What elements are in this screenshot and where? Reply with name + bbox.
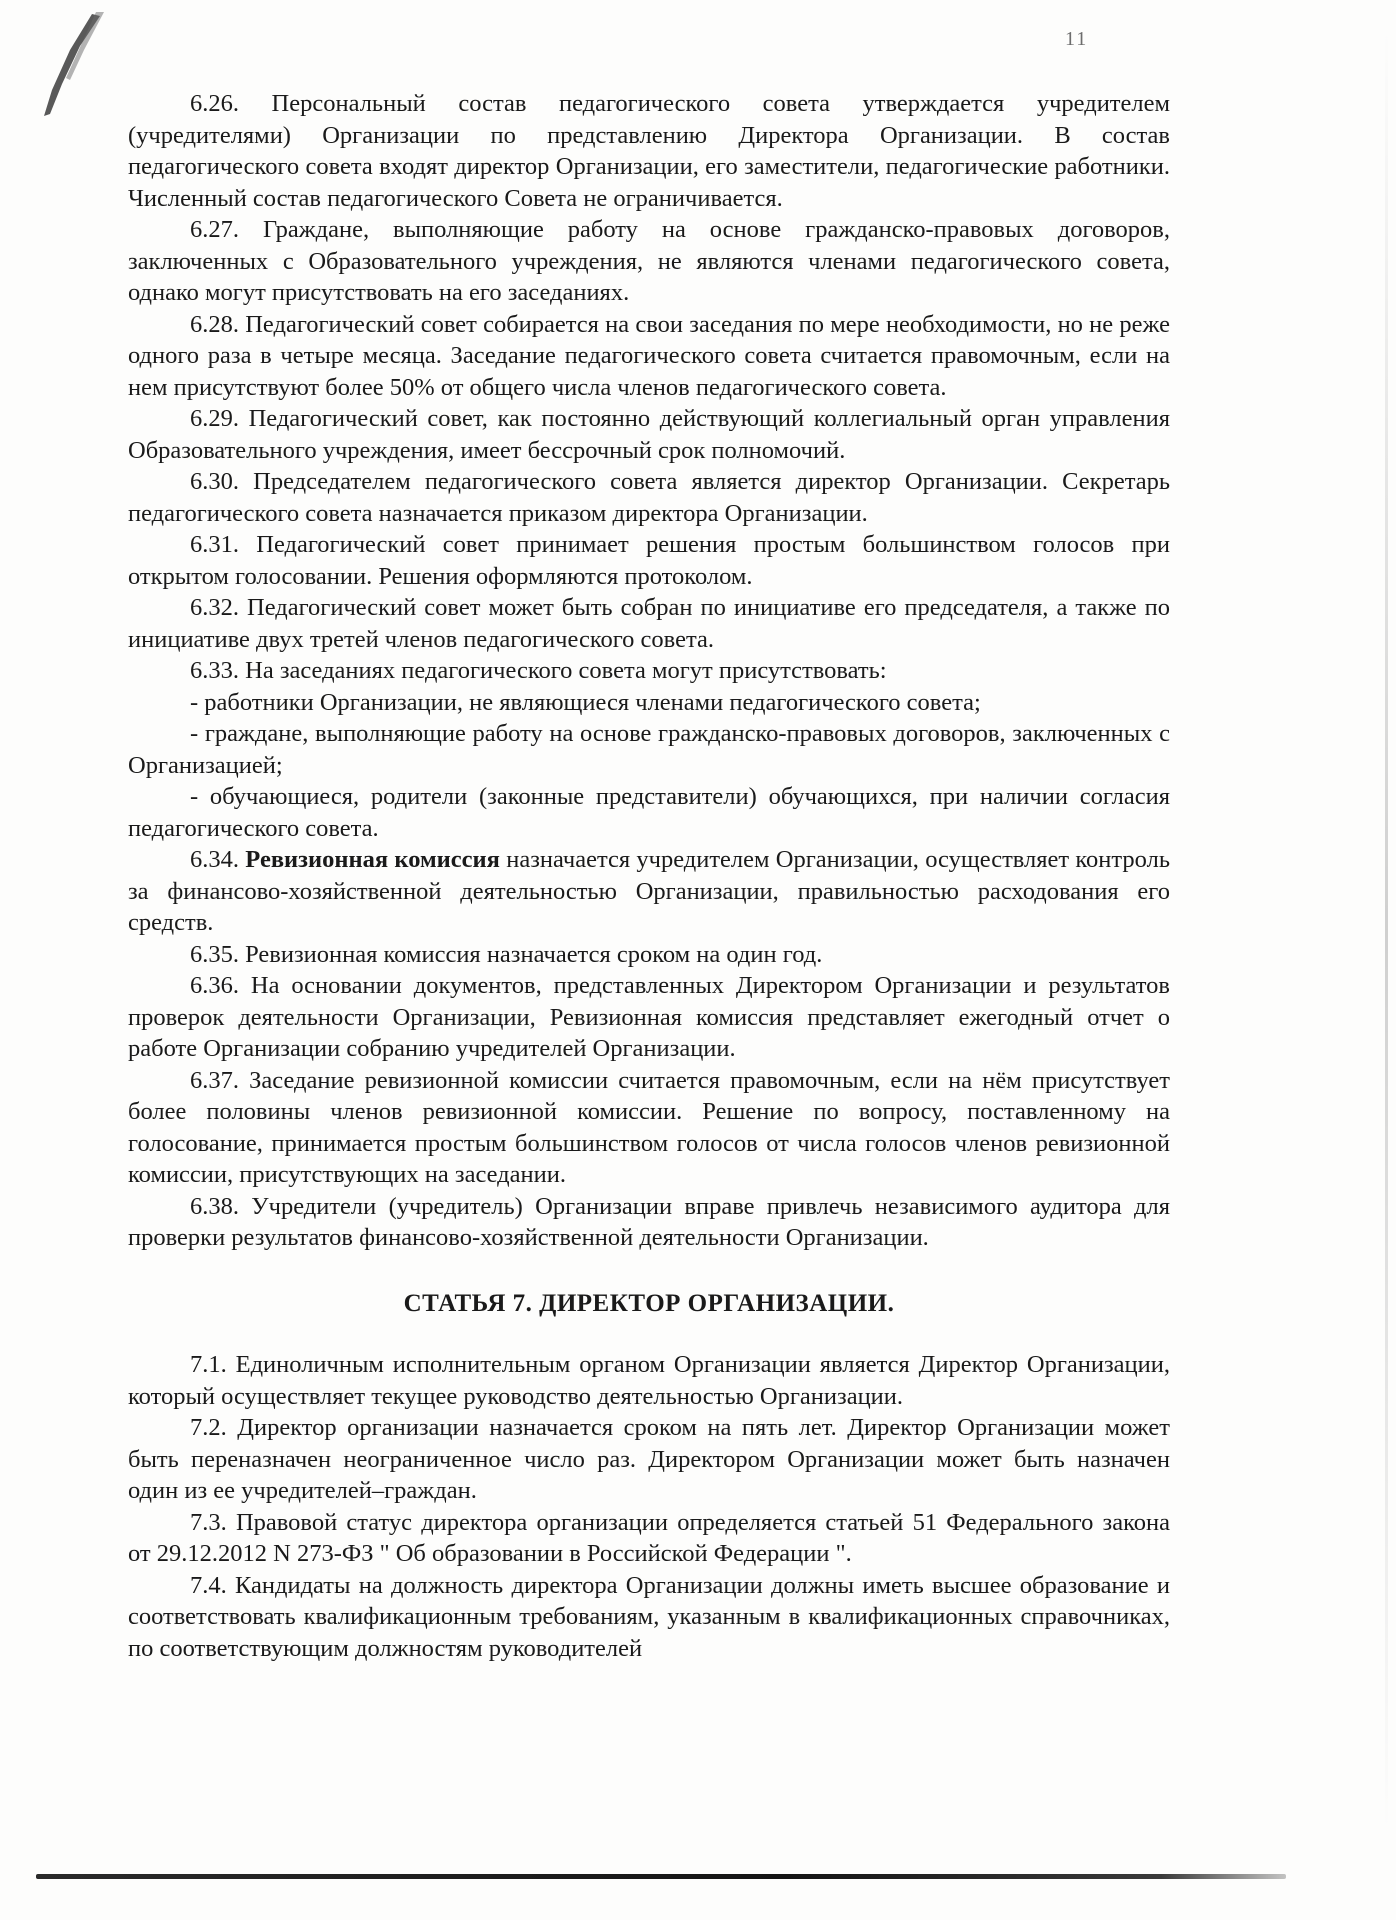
paragraph-7-3: 7.3. Правовой статус директора организации определяется статьей 51 Федерального закона от 29.12.2012 N 273-ФЗ " Об образовании в Российской Федерации ". (128, 1508, 1170, 1567)
bold-term: Ревизионная комиссия (245, 846, 500, 873)
paragraph-6-27: 6.27. Граждане, выполняющие работу на основе гражданско-правовых договоров, заключенных с Образовательного учреждения, не являются членами педагогического совета, однако могут присутствовать на его заседаниях. (128, 216, 1170, 306)
paragraph-6-38: 6.38. Учредители (учредитель) Организации вправе привлечь независимого аудитора для проверки результатов финансово-хозяйственной деятельности Организации. (128, 1192, 1170, 1251)
scan-edge-shadow (1385, 30, 1388, 1830)
paragraph-6-37: 6.37. Заседание ревизионной комиссии считается правомочным, если на нём присутствует более половины членов ревизионной комиссии. Решение по вопросу, поставленному на голосование, принимается простым большинством голосов от числа голосов членов ревизионной комиссии, присутствующих на заседании. (128, 1066, 1170, 1188)
list-item-workers: - работники Организации, не являющиеся членами педагогического совета; (190, 688, 981, 716)
scan-bottom-edge (36, 1874, 1286, 1879)
paragraph-6-36: 6.36. На основании документов, представленных Директором Организации и результатов проверок деятельности Организации, Ревизионная комиссия представляет ежегодный отчет о работе Организации собранию учредителей Организации. (128, 972, 1170, 1062)
paragraph-6-28: 6.28. Педагогический совет собирается на свои заседания по мере необходимости, но не реже одного раза в четыре месяца. Заседание педагогического совета считается правомочным, если на нем присутствуют более 50% от общего числа членов педагогического совета. (128, 310, 1170, 401)
paragraph-7-4: 7.4. Кандидаты на должность директора Организации должны иметь высшее образование и соответствовать квалификационным требованиям, указанным в квалификационных справочниках, по соответствующим должностям руководителей (128, 1571, 1170, 1662)
paragraph-number: 6.34. (190, 846, 239, 873)
paragraph-7-1: 7.1. Единоличным исполнительным органом Организации является Директор Организации, который осуществляет текущее руководство деятельностью Организации. (128, 1351, 1170, 1410)
scan-corner-mark (40, 10, 110, 120)
section-heading: СТАТЬЯ 7. ДИРЕКТОР ОРГАНИЗАЦИИ. (403, 1289, 895, 1317)
paragraph-7-2: 7.2. Директор организации назначается сроком на пять лет. Директор Организации может быть переназначен неограниченное число раз. Директором Организации может быть назначен один из ее учредителей–граждан. (128, 1414, 1170, 1504)
paragraph-6-33: 6.33. На заседаниях педагогического совета могут присутствовать: (190, 657, 887, 684)
paragraph-6-29: 6.29. Педагогический совет, как постоянно действующий коллегиальный орган управления Образовательного учреждения, имеет бессрочный срок полномочий. (128, 405, 1170, 464)
page-number: 11 (1065, 28, 1089, 50)
paragraph-6-35: 6.35. Ревизионная комиссия назначается сроком на один год. (190, 940, 823, 968)
paragraph-6-30: 6.30. Председателем педагогического совета является директор Организации. Секретарь педагогического совета назначается приказом директора Организации. (128, 468, 1170, 527)
list-item-citizens: - граждане, выполняющие работу на основе гражданско-правовых договоров, заключенных с Организацией; (128, 720, 1170, 779)
paragraph-6-31: 6.31. Педагогический совет принимает решения простым большинством голосов при открытом голосовании. Решения оформляются протоколом. (128, 531, 1170, 590)
paragraph-rest: назначается учредителем Организации, осуществляет контроль за финансово-хозяйственной деятельностью Организации, правильностью расходования его средств. (128, 846, 1171, 936)
list-item-students: - обучающиеся, родители (законные представители) обучающихся, при наличии согласия педагогического совета. (128, 783, 1170, 842)
paragraph-6-26: 6.26. Персональный состав педагогического совета утверждается учредителем (учредителями) Организации по представлению Директора Организации. В состав педагогического совета входят директор Организации, его заместители, педагогические работники. Численный состав педагогического Совета не ограничивается. (128, 90, 1170, 212)
paragraph-6-34 (128, 844, 1170, 939)
paragraph-6-32: 6.32. Педагогический совет может быть собран по инициативе его председателя, а также по инициативе двух третей членов педагогического совета. (128, 594, 1170, 653)
document-body (128, 88, 1170, 1664)
